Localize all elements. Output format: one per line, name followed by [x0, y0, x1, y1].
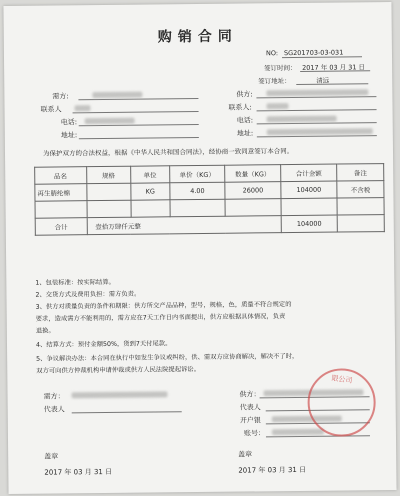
table-cell: 再生腈纶棉: [35, 184, 87, 202]
seller-redacted: [266, 89, 368, 96]
buyer-contact-redacted: [74, 105, 90, 111]
sign-seller-rep-label: 代表人: [239, 403, 261, 412]
term-line: 退换。: [35, 327, 55, 335]
contract-no-underline: [282, 56, 362, 58]
header-cell: 合计金额: [280, 164, 337, 182]
term-line: 4、结算方式：预付金额50%，货到7天付尾款。: [35, 340, 172, 349]
sign-seller-account-underline: [266, 435, 370, 437]
seller-contact-label: 联系人:: [228, 103, 252, 112]
sign-seller-account-label: 账号：: [243, 429, 265, 438]
term-line: 双方可向供方仲裁机构申请仲裁或供方人民法院提起诉讼。: [36, 366, 201, 375]
header-cell: 单位: [131, 166, 170, 183]
total-amount: 104000: [281, 215, 338, 233]
seller-underline: [256, 96, 376, 98]
contract-page: [3, 2, 396, 494]
table-cell: [86, 183, 131, 200]
buyer-underline: [78, 98, 198, 100]
contract-no-value: SG201703-03-031: [283, 48, 344, 58]
seal-text: 限公司: [330, 374, 353, 385]
header-cell: 单价（KG）: [169, 165, 225, 183]
header-cell: 品名: [35, 167, 87, 185]
sign-place-label: 签订地址：: [258, 77, 291, 86]
table-cell: KG: [131, 183, 170, 200]
buyer-address-label: 地址:: [60, 131, 78, 140]
seller-stamp-label: 盖章: [238, 450, 253, 459]
header-cell: 数量（KG）: [225, 165, 281, 183]
seller-contact-redacted: [266, 103, 288, 109]
seller-phone-label: 电话:: [236, 116, 254, 125]
sign-buyer-rep-underline: [72, 411, 182, 413]
seller-address-underline: [257, 135, 377, 137]
term-line: 3、供方对质量负责的条件和期限：供方所交产品品种，型号，规格，色，质量不符合规定的: [35, 301, 292, 311]
total-words: 壹拾万肆仟元整: [87, 216, 281, 235]
buyer-sign-date: 2017 年 03 月 31 日: [44, 467, 113, 477]
contract-no-label: NO:: [265, 49, 279, 58]
sign-seller-account-redacted: [272, 429, 324, 436]
sign-place-value: 清远: [316, 76, 330, 85]
intro-text: 为保护双方的合法权益，根据《中华人民共和国合同法》，经协商一致同意签订本合同。: [42, 147, 294, 158]
sign-time-value: 2017 年 03 月 31 日: [302, 63, 366, 72]
buyer-stamp-label: 盖章: [44, 452, 59, 461]
buyer-phone-redacted: [85, 118, 135, 125]
sign-time-underline: [300, 70, 370, 72]
buyer-contact-label: 联系人: [40, 105, 62, 114]
sign-buyer-rep-label: 代表人: [43, 405, 65, 414]
term-line: 要求，造成需方不能利用的，需方应在7天工作日内书面提出，供方应根据具体情况，负责: [35, 313, 286, 323]
term-line: 2、交货方式及费用负担：需方负责。: [35, 290, 141, 299]
sign-seller-bank-label: 开户银: [239, 416, 261, 425]
seller-sign-date: 2017 年 03 月 31 日: [238, 465, 307, 475]
seller-address-label: 地址:: [236, 129, 254, 138]
buyer-phone-underline: [79, 124, 199, 126]
seller-phone-underline: [257, 122, 377, 124]
seller-contact-underline: [257, 109, 377, 111]
goods-table: [34, 163, 385, 236]
table-cell: 104000: [281, 181, 338, 199]
table-total-row: [35, 215, 384, 236]
header-cell: 规格: [86, 166, 131, 183]
buyer-redacted: [92, 92, 142, 99]
sign-place-underline: [296, 83, 368, 85]
buyer-label: 需方:: [52, 92, 69, 101]
sign-time-label: 签订时间：: [264, 63, 297, 73]
buyer-address-underline: [79, 137, 199, 139]
seller-phone-redacted: [267, 116, 337, 123]
total-label: 合计: [35, 218, 87, 236]
term-line: 1、包装标准：按实际结算。: [35, 278, 115, 287]
sign-buyer-label: 需方：: [43, 392, 65, 401]
buyer-contact-underline: [73, 111, 199, 113]
buyer-phone-label: 电话:: [60, 118, 78, 127]
table-cell: 26000: [225, 182, 281, 200]
seller-label: 供方:: [236, 90, 253, 99]
sign-seller-label: 供方：: [239, 390, 261, 399]
seller-address-redacted: [267, 128, 373, 135]
table-cell: 4.00: [170, 182, 226, 200]
header-cell: 备注: [337, 164, 384, 181]
term-line: 5、争议解决办法：本合同在执行中如发生争议或纠纷，供、需双方应协商解决，解决不了时，: [36, 352, 299, 363]
contract-title: 购销合同: [157, 28, 238, 46]
table-cell: 不含税: [337, 181, 384, 198]
sign-buyer-redacted: [72, 391, 168, 398]
